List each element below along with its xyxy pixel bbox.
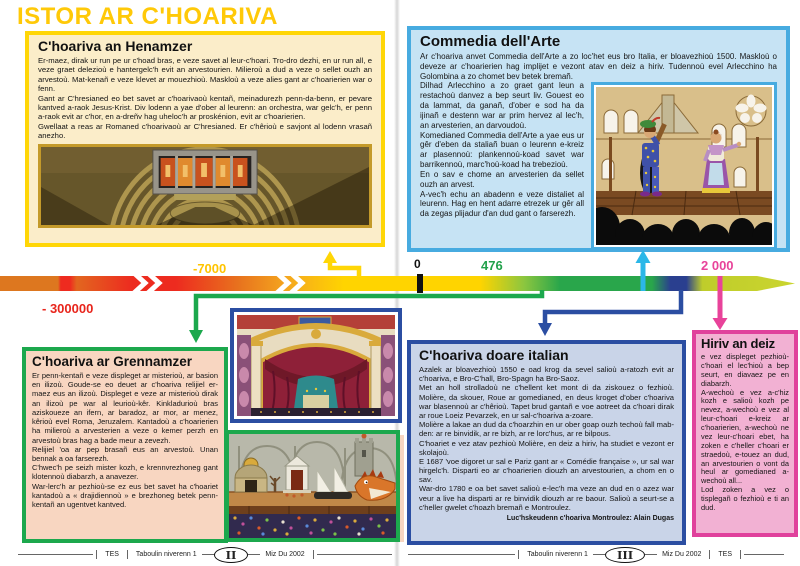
paragraph: C'hoariet e vez atav pezhioù Molière, en deiz a hiriv, ha studiet e vezont er skolajoù. [419, 438, 674, 457]
mystery-play-illustration [229, 434, 396, 538]
paragraph: Lod zoken a vez o tisplegañ o fezhioù e ti an dud. [701, 485, 789, 512]
section-title: Commedia dell'Arte [420, 33, 561, 50]
page-number: II [214, 547, 249, 563]
arrow-to-commedia [636, 250, 651, 291]
issue-date: Miz Du 2002 [662, 551, 702, 558]
paragraph: Met an holl strolladoù ne c'hellent ket mont di da ziskouez o fezhioù. Molière, da skouer, Roue ar gomedianed, en deus kroget d'ober c'hoariva war blasennoù ar c'hêrioù. Tapet brud gantañ e voe aotreet da c'hoari dirak ar roue Loeiz Pevarzek, en ur sal-c'hoariva a-zoare. [419, 383, 674, 420]
footer-left-page [18, 546, 392, 563]
theatre-interior-illustration [237, 315, 395, 416]
timeline-label-2000: 2 000 [701, 258, 734, 273]
timeline-label-minus7000: -7000 [193, 261, 227, 276]
paragraph: Dilhad Arlecchino a zo graet gant leun a restachoù danvez a bep seurt liv. Gouest eo da lammat, da ganañ, d'ober e sod ha da ijinañ e destenn war ar prim hervez al lec'h, an arvesterien, an darvoudoù. [420, 81, 584, 130]
paragraph: A-wechoù e vez a-c'hiz kozh e salioù kozh pe nevez, a-wechoù e vez al leur-c'hoari e-kreiz ar c'hoarierien, a-wechoù ne vez leur-c'hoari ebet, ha zoken e c'heller c'hoari er straedoù, e-touez an dud, an arvestourien o vont da heul ar gomedianed a-wechoù all... [701, 387, 789, 486]
publisher: TES [718, 551, 732, 558]
footer-rule [408, 554, 515, 555]
footer-separator [96, 550, 97, 559]
section-title: C'hoariva an Henamzer [38, 38, 193, 54]
timeline-label-476: 476 [481, 258, 503, 273]
paragraph: E 1687 'voe digoret ur sal e Pariz gant ar « Comédie française », ur sal war hirgelc'h. Disparti eo ar c'hoarierien diouzh an arvestourien, a chom en o sav. [419, 456, 674, 485]
section-grennamzer [22, 347, 228, 543]
paragraph: Ar c'hoariva anvet Commedia dell'Arte a zo loc'het eus bro Italia, er bloavezhioù 1500. Maskloù o deveze ar c'hoarierien hag implijet e vezont atav en deiz a hiriv. Tudennoù evel Arlecchino ha Golombina a zo chomet bev betek bremañ. [420, 52, 777, 81]
section-hiriv [692, 330, 798, 537]
footer-rule [645, 554, 657, 555]
arrow-to-hiriv [713, 276, 728, 330]
footer-separator [518, 550, 519, 559]
tower-mansion [355, 434, 373, 476]
footer-rule [744, 554, 784, 555]
paragraph: En o sav e chome an arvesterien da sellet ouzh an arvest. [420, 169, 584, 189]
paragraph: e vez displeget pezhioù-c'hoari el lec'hioù a bep seurt, en diavaez pe en diabarzh. [701, 352, 789, 388]
paragraph: Relijiel 'oa ar pep brasañ eus an arvestoù. Unan bennak a oa farserezh. [32, 444, 218, 463]
arrow-to-henamzer [323, 251, 359, 277]
timeline-label-zero: 0 [414, 257, 421, 271]
paragraph: Er-maez, dirak ur run pe ur c'hoad bras, e veze savet al leur-c'hoari. Tro-dro dezhi, en ur run all, e veze graet delezioù e hantergelc'h evit an arvestourien. Milieroù a dud a veze o sellet ouzh an arvestoù. Mat-kenañ e veze klevet ar mouezhioù. Maskloù a veze alies gant ar c'hoarierien war o fenn. [38, 56, 372, 94]
photo-credit: Luc'hskeudenn c'hoariva Montroulez: Alain Dugas [506, 515, 674, 522]
footer-rule [317, 554, 392, 555]
page-title: ISTOR AR C'HOARIVA [17, 3, 278, 30]
arrow-to-italian [538, 290, 681, 336]
paragraph: A-vec'h echu an abadenn e veze distaliet al leurenn. Hag en hent adarre etrezek ur gêr all da zegas plijadur d'an dud gant o farserezh. [420, 189, 584, 219]
section-henamzer [25, 31, 385, 247]
paragraph: Er penn-kentañ e veze displeget ar misterioù, ar basion en ilizoù. Goude-se eo deuet ar c'hoariva relijiel er-maez eus an ilizoù. Displeget e veze ar misterioù dirak an ilizoù pe war al leurioù-kêr. Kinkladurioù bras aziskoueze an ifern, ar baradoz, ar mor, ar menez, kêrioù evel Roma, Jeruzalem. Kantadoù a c'hoarierien ha milieroù a arvesterien a veze o kemer perzh en arvestoù bras hag a bade meur a zevezh. [32, 371, 218, 445]
page-number: III [605, 547, 645, 563]
paragraph: Azalek ar bloavezhioù 1550 e oad krog da sevel salioù a-ratozh evit ar c'hoariva, e Bro-C'hall, Bro-Spagn ha Bro-Saoz. [419, 365, 674, 384]
section-italian [407, 340, 686, 545]
footer-rule [593, 554, 605, 555]
footer-rule [18, 554, 93, 555]
paragraph: Komedianed Commedia dell'Arte a yae eus ur gêr d'eben da staliañ buan o leurenn e-kreiz ar plasennoù: plankennoù-koad savet war barrikennoù, marc'hoù-koad ha trebezioù. [420, 130, 584, 170]
series-title: Taboulin niverenn 1 [135, 551, 197, 558]
paragraph: Molière a lakae an dud da c'hoarzhin en ur ober goap ouzh techoù fall mab-den: ar re binvidik, ar re bizh, ar re lorc'hus, ar re bilpous. [419, 420, 674, 439]
paragraph: War-dro 1780 e oa bet savet salioù e-lec'h ma veze an dud en o azez war veur a live ha disparti ar re binvidik diouzh ar re baour. Salioù a seurt-se a c'heller gwelet c'hoazh bremañ e Montroulez. [419, 484, 674, 512]
amphitheater-image [38, 144, 372, 228]
skene-stage-building [153, 150, 257, 200]
footer-rule [248, 554, 260, 555]
footer-separator [127, 550, 128, 559]
footer-right-page [408, 546, 784, 563]
section-title: C'hoariva doare italian [419, 347, 569, 363]
issue-date: Miz Du 2002 [265, 551, 305, 558]
paragraph: Gant ar C'hresianed eo bet savet ar c'hoarivaoù kentañ, meinadurezh penn-da-benn, er pevare kantved a-raok Jesus-Krist. Div lodenn a yae d'ober al leurenn: an orchestra, war gelc'h, er penn a-raok evit ar c'hor, en a-dreñv hag uheloc'h ar proskénion, evit ar c'hoarierien. [38, 93, 372, 122]
paragraph: War-lerc'h ar pezhioù-se ez eus bet savet ha c'hoariet kantadoù a « drajidiennoù » e brezhoneg betek penn-kentañ an ugentvet kantved. [32, 481, 218, 510]
footer-separator [313, 550, 314, 559]
footer-separator [709, 550, 710, 559]
paragraph: Gwellaat a reas ar Romaned c'hoarivaoù ar C'hresianed. Er c'hêrioù e savjont al lodenn vrasañ anezho. [38, 121, 372, 141]
paragraph: C'hwec'h pe seizh mister kozh, e krennvrezhoneg gant klotennoù diabarzh, a anavezer. [32, 463, 218, 482]
mystery-play-stage-image [225, 430, 400, 542]
footer-rule [202, 554, 214, 555]
timeline-break-marks [134, 273, 302, 293]
morlaix-theatre-image [230, 308, 402, 423]
commedia-stage-image [591, 82, 777, 250]
amphitheater-illustration [41, 147, 369, 225]
footer-separator [740, 550, 741, 559]
series-title: Taboulin niverenn 1 [527, 551, 588, 558]
publisher: TES [105, 551, 119, 558]
section-commedia [407, 26, 790, 252]
timeline-tick-zero [417, 274, 423, 293]
timeline-label-minus300000: - 300000 [42, 301, 94, 316]
commedia-illustration [596, 87, 772, 245]
section-title: Hiriv an deiz [701, 336, 775, 351]
section-title: C'hoariva ar Grennamzer [32, 354, 193, 369]
